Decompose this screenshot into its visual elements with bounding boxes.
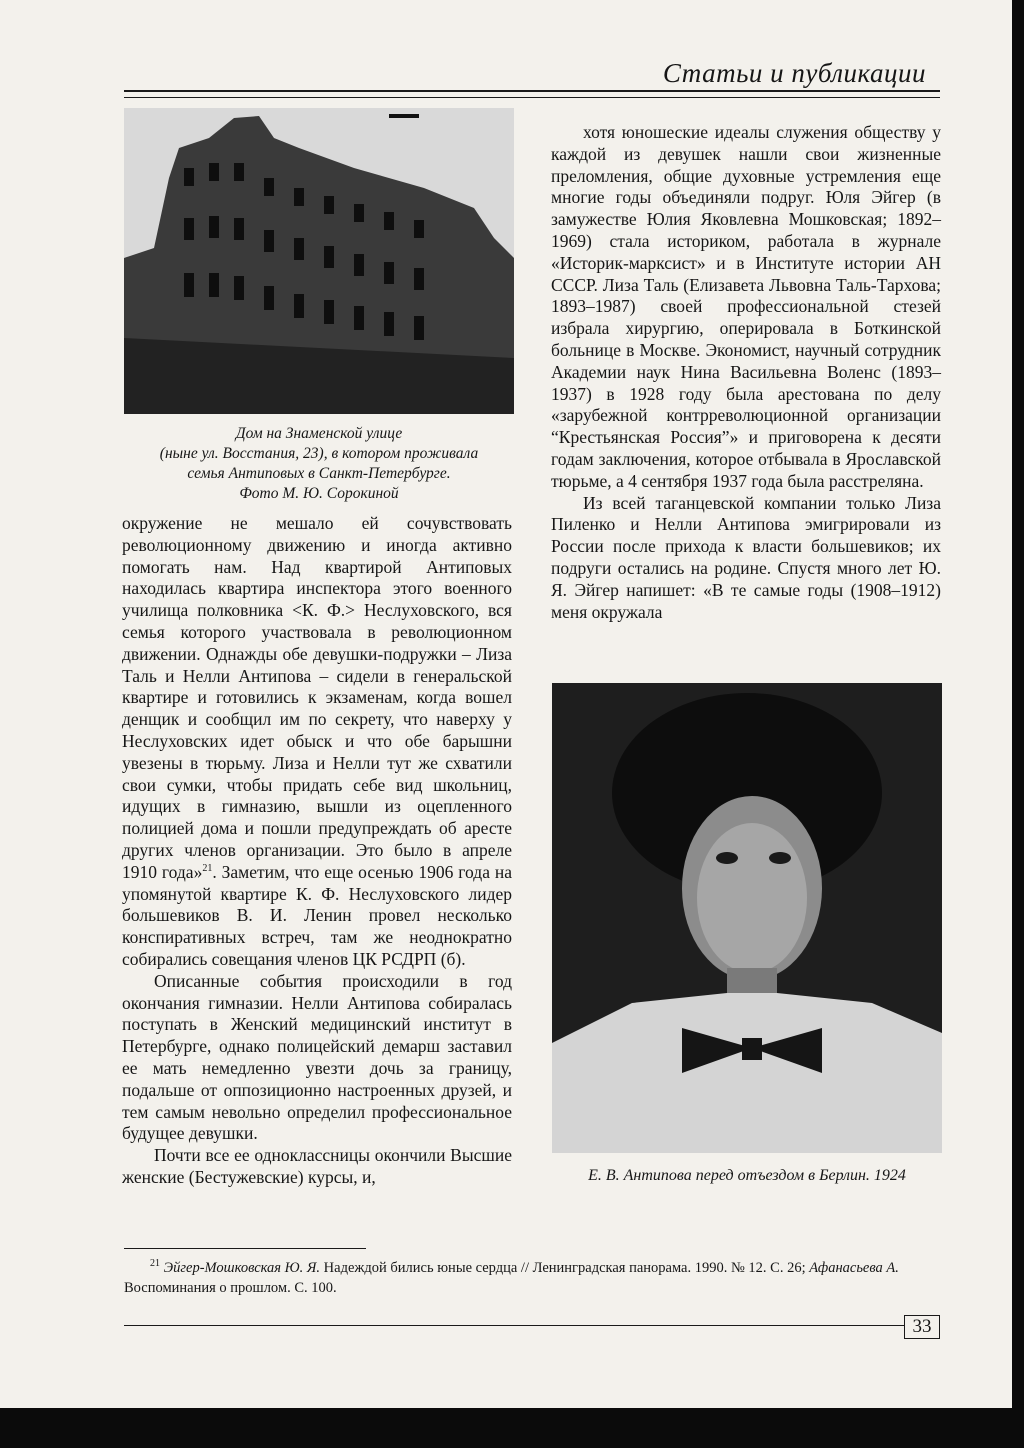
caption-line: Дом на Знаменской улице [235, 425, 403, 442]
header-rule [124, 90, 940, 92]
footnote-author: Эйгер-Мошковская Ю. Я. [163, 1260, 321, 1276]
footnote-ref[interactable]: 21 [202, 862, 213, 874]
paragraph-text: . Заметим, что еще осенью 1906 года на упомянутой квартире К. Ф. Неслуховского лидер большевиков В. И. Ленин провел несколько конспиративных встреч, там же неоднократно собирались совещания членов ЦК РСДРП (б). [122, 861, 512, 969]
footnote-author: Афанасьева А. [809, 1260, 899, 1276]
caption-line: (ныне ул. Восстания, 23), в котором проживала [159, 445, 479, 462]
paragraph: Почти все ее одноклассницы окончили Высшие женские (Бестужевские) курсы, и, [122, 1145, 512, 1187]
paragraph [122, 513, 512, 971]
page-number: 33 [904, 1315, 940, 1339]
footer-rule [124, 1325, 904, 1326]
footnote-rule [124, 1248, 366, 1249]
footnote-text: Воспоминания о прошлом. С. 100. [124, 1280, 337, 1296]
footnote-text: Надеждой бились юные сердца // Ленинградская панорама. 1990. № 12. С. 26; [320, 1260, 810, 1276]
paragraph: Из всей таганцевской компании только Лиза Пиленко и Нелли Антипова эмигрировали из России после прихода к власти большевиков; их подруги остались на родине. Спустя много лет Ю. Я. Эйгер напишет: «В те самые годы (1908–1912) меня окружала [551, 492, 941, 622]
header-rule-thin [124, 97, 940, 98]
footnote-number: 21 [150, 1258, 160, 1270]
caption-credit: Фото М. Ю. Сорокиной [239, 485, 399, 502]
paragraph-text: окружение не мешало ей сочувствовать революционному движению и иногда активно помогать нам. Над квартирой Антиповых находилась квартира инспектора этого военного училища полковника <К. Ф.> Неслуховского, вся семья которого участвовала в революционном движении. Однажды обе девушки-подружки – Лиза Таль и Нелли Антипова – сидели в генеральской квартире и готовились к экзаменам, когда вошел денщик и сообщил им по секрету, что наверху у Неслуховских идет обыск и что обе барышни увезены в тюрьму. Лиза и Нелли тут же схватили свои сумки, чтобы придать себе вид школьниц, идущих в гимназию, вышли из оцепленного полицией дома и пошли предупреждать об аресте других членов организации. Это было в апреле 1910 года» [122, 513, 512, 882]
building-photo [124, 108, 514, 414]
building-photo-caption [124, 424, 514, 504]
running-head: Статьи и публикации [662, 58, 926, 88]
portrait-photo [552, 683, 942, 1153]
paragraph: хотя юношеские идеалы служения обществу у каждой из девушек нашли свои жизненные преломления, общие духовные устремления еще многие годы объединяли подруг. Юля Эйгер (в замужестве Юлия Яковлевна Мошковская; 1892–1969) стала историком, работала в журнале «Историк-марксист» и в Институте истории АН СССР. Лиза Таль (Елизавета Львовна Таль-Тархова; 1893–1987) своей профессиональной стезей избрала хирургию, оперировала в Боткинской больнице в Москве. Экономист, научный сотрудник Академии наук Нина Васильевна Воленс (1893–1937) в 1928 году была арестована по делу «зарубежной контрреволюционной организации “Крестьянская Россия”» и приговорена к десяти годам заключения, которое отбывала в Ярославской тюрьме, а 4 сентября 1937 года была расстреляна. [551, 122, 941, 491]
portrait-illustration [552, 683, 942, 1153]
right-column-text [551, 122, 941, 623]
building-illustration [124, 108, 514, 414]
left-column-text [122, 513, 512, 1189]
paragraph: Описанные события происходили в год окончания гимназии. Нелли Антипова собиралась поступать в Женский медицинский институт в Петербурге, однако полицейский демарш заставил ее мать немедленно увезти дочь за границу, подальше от оппозиционно настроенных друзей, и тем самым невольно определил профессиональное будущее девушки. [122, 970, 512, 1144]
footnote [124, 1258, 940, 1298]
caption-line: семья Антиповых в Санкт-Петербурге. [187, 465, 451, 482]
portrait-photo-caption: Е. В. Антипова перед отъездом в Берлин. 1924 [588, 1167, 906, 1184]
